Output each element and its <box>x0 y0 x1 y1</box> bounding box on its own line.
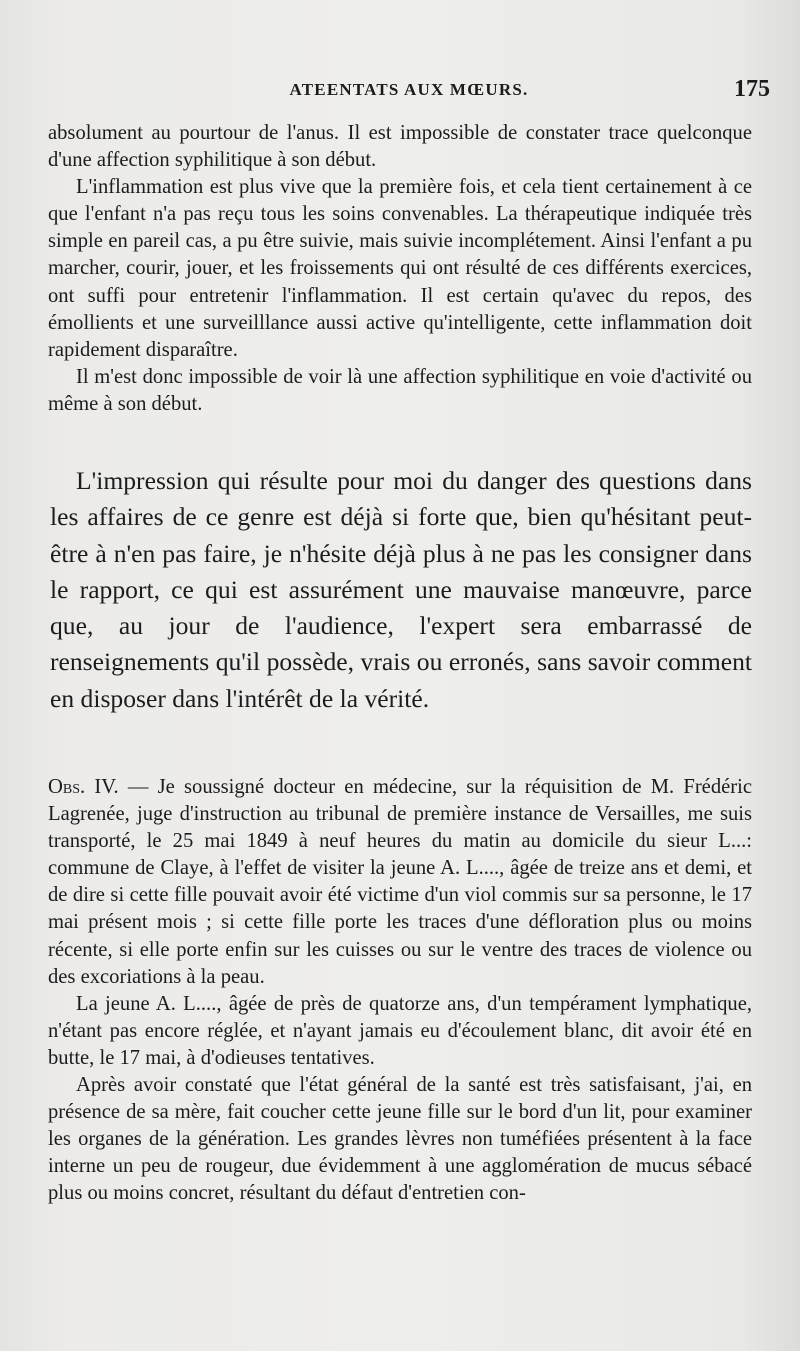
page-number: 175 <box>734 76 770 102</box>
paragraph <box>48 774 752 991</box>
paragraph: La jeune A. L...., âgée de près de quatorze ans, d'un tempérament lymphatique, n'étant pas encore réglée, et n'ayant jamais eu d'écoulement blanc, dit avoir été en butte, le 17 mai, à d'odieuses tentatives. <box>48 992 752 1069</box>
paragraph: L'impression qui résulte pour moi du danger des questions dans les affaires de ce genre est déjà si forte que, bien qu'hésitant peut-être à n'en pas faire, je n'hésite déjà plus à ne pas les consigner dans le rapport, ce qui est assurément une mauvaise manœuvre, parce que, au jour de l'audience, l'expert sera embarrassé de renseignements qu'il possède, vrais ou erronés, sans savoir comment en disposer dans l'intérêt de la vérité. <box>50 466 752 713</box>
paragraph-text: — Je soussigné docteur en médecine, sur la réquisition de M. Frédéric Lagrenée, juge d'instruction au tribunal de première instance de Versailles, me suis transporté, le 25 mai 1849 à neuf heures du matin au domicile du sieur L...: commune de Claye, à l'effet de visiter la jeune A. L...., âgée de treize ans et demi, et de dire si cette fille pouvait avoir été victime d'un viol commis sur sa personne, le 17 mai présent mois ; si cette fille porte les traces d'une défloration plus ou moins récente, si elle porte enfin sur les cuisses ou sur le ventre des traces de violence ou des excoriations à la peau. <box>48 776 752 988</box>
paragraph: Après avoir constaté que l'état général de la santé est très satisfaisant, j'ai, en présence de sa mère, fait coucher cette jeune fille sur le bord d'un lit, pour examiner les organes de la génération. Les grandes lèvres non tuméfiées présentent à la face interne un peu de rougeur, due évidemment à une agglomération de mucus sébacé plus ou moins concret, résultant du défaut d'entretien con- <box>48 1074 752 1205</box>
running-head <box>48 76 770 106</box>
section-commentary <box>50 463 752 717</box>
paragraph: L'inflammation est plus vive que la première fois, et cela tient certainement à ce que l'enfant n'a pas reçu tous les soins convenables. La thérapeutique indiquée très simple en pareil cas, a pu être suivie, mais suivie incomplétement. Ainsi l'enfant a pu marcher, courir, jouer, et les froissements qui ont résulté de ces différents exercices, ont suffi pour entretenir l'inflammation. Il est certain qu'avec du repos, des émollients et une surveilllance aussi active qu'intelligente, cette inflammation doit rapidement disparaître. <box>48 176 752 361</box>
section-observation-iv <box>48 774 752 1208</box>
section-observation-continued <box>48 120 752 418</box>
paragraph: Il m'est donc impossible de voir là une affection syphilitique en voie d'activité ou même à son début. <box>48 365 752 415</box>
observation-label: Obs. IV. <box>48 776 119 798</box>
running-title: ATEENTATS AUX MŒURS. <box>289 80 529 99</box>
paragraph: absolument au pourtour de l'anus. Il est impossible de constater trace quelconque d'une affection syphilitique à son début. <box>48 122 752 172</box>
